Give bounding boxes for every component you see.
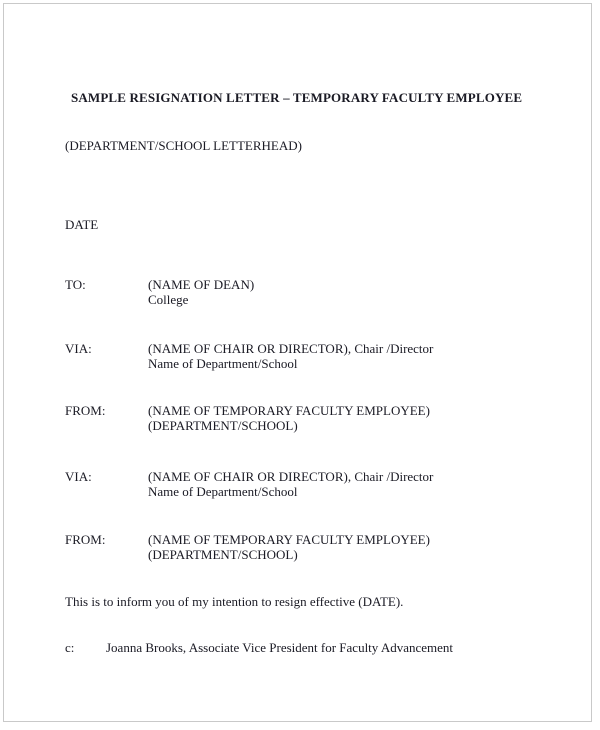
addressee-value-line1: (NAME OF CHAIR OR DIRECTOR), Chair /Director — [148, 341, 434, 356]
addressee-value-line2: Name of Department/School — [148, 484, 298, 499]
addressee-value-line1: (NAME OF TEMPORARY FACULTY EMPLOYEE) — [148, 532, 430, 547]
letterhead-line: (DEPARTMENT/SCHOOL LETTERHEAD) — [65, 138, 302, 153]
addressee-value-line1: (NAME OF CHAIR OR DIRECTOR), Chair /Director — [148, 469, 434, 484]
addressee-value-line2: College — [148, 292, 189, 307]
addressee-value-line1: (NAME OF TEMPORARY FACULTY EMPLOYEE) — [148, 403, 430, 418]
addressee-label: TO: — [65, 277, 86, 292]
document-body — [4, 4, 593, 723]
addressee-label: VIA: — [65, 469, 92, 484]
addressee-label: VIA: — [65, 341, 92, 356]
page-title: SAMPLE RESIGNATION LETTER – TEMPORARY FACULTY EMPLOYEE — [71, 90, 523, 105]
addressee-label: FROM: — [65, 532, 106, 547]
addressee-value-line2: (DEPARTMENT/SCHOOL) — [148, 418, 298, 433]
document-page-frame — [3, 3, 592, 722]
addressee-value-line2: (DEPARTMENT/SCHOOL) — [148, 547, 298, 562]
carbon-copy-recipient: Joanna Brooks, Associate Vice President for Faculty Advancement — [106, 640, 454, 655]
addressee-value-line1: (NAME OF DEAN) — [148, 277, 255, 292]
resignation-statement: This is to inform you of my intention to resign effective (DATE). — [65, 594, 404, 609]
date-line: DATE — [65, 217, 99, 232]
carbon-copy-label: c: — [65, 640, 75, 655]
addressee-value-line2: Name of Department/School — [148, 356, 298, 371]
addressee-label: FROM: — [65, 403, 106, 418]
